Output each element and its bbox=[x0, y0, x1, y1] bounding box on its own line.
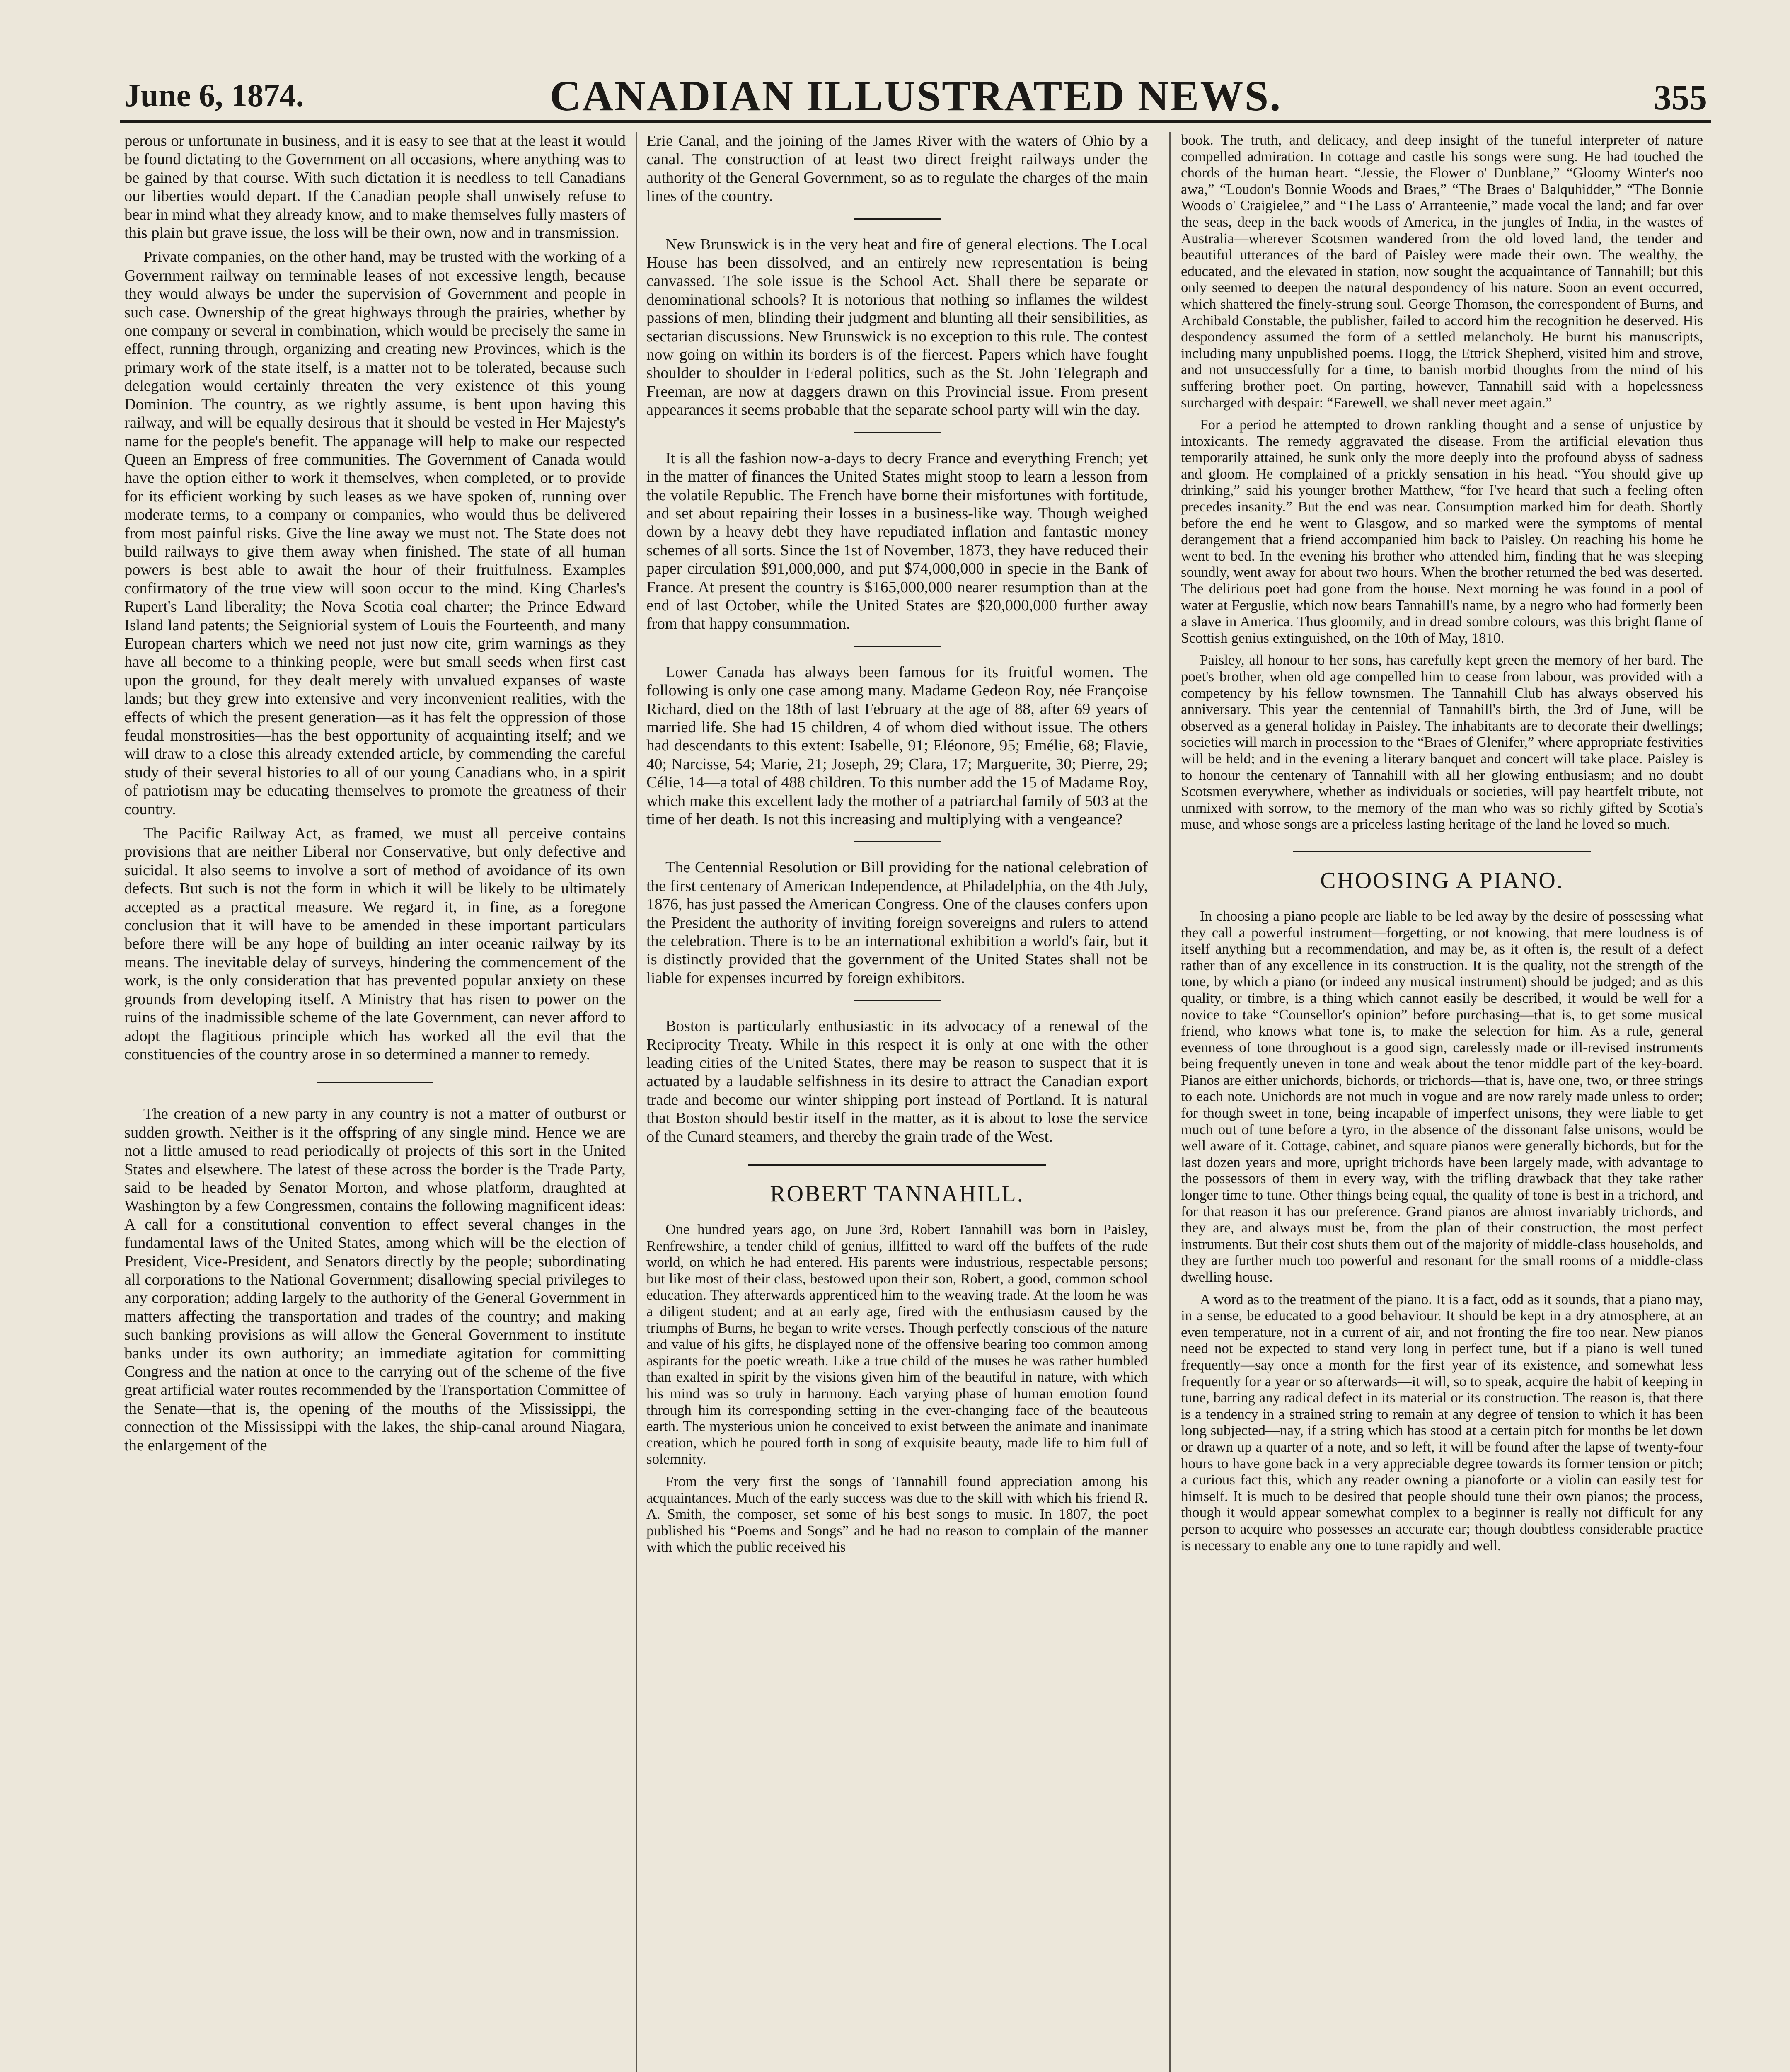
column-divider bbox=[1169, 132, 1171, 2072]
column-3 bbox=[1181, 132, 1703, 2072]
article-paragraph: In choosing a piano people are liable to be led away by the desire of possessing what they call a powerful instrument—forgetting, or not knowing, that mere loudness is of itself anything but a recommendation, and may be, as it often is, the result of a defect rather than of any excellence in its construction. It is the quality, not the strength of the tone, by which a piano (or indeed any musical instrument) should be judged; and as this quality, or timbre, is a thing which cannot easily be described, it would be well for a novice to take “Counsellor's opinion” before purchasing—that is, to get some musical friend, who knows what tone is, to make the selection for him. As a rule, general evenness of tone throughout is a good sign, carelessly made or ill-revised instruments being frequently uneven in tone and weak about the tenor middle part of the key-board. Pianos are either unichords, bichords, or trichords—that is, have one, two, or three strings to each note. Unichords are not much in vogue and are now rarely made unless to order; for though sweet in tone, being incapable of imperfect unisons, they were liable to get much out of tune before a tyro, in the absence of the dissonant false unisons, would be well aware of it. Cottage, cabinet, and square pianos were generally bichords, but for the last dozen years and more, upright trichords have been largely made, with advantage to the possessors of them in every way, with the trifling drawback that they take rather longer time to tune. Other things being equal, the quality of tone is best in a trichord, and for that reason it has our preference. Grand pianos are almost invariably trichords, and they are, and always must be, from the plan of their construction, the most perfect instruments. But their cost shuts them out of the majority of middle-class households, and they are further much too powerful and resonant for the small rooms of a middle-class dwelling house. bbox=[1181, 908, 1703, 1285]
article-paragraph: Private companies, on the other hand, may be trusted with the working of a Government railway on terminable leases of not excessive length, because they would always be under the supervision of Government and people in such case. Ownership of the great highways through the prairies, whether by one company or several in combination, which would be precisely the same in effect, running through, organizing and creating new Provinces, which is the primary work of the state itself, is a matter not to be tolerated, because such delegation would certainly threaten the very existence of this young Dominion. The country, as we rightly assume, is bent upon having this railway, and will be equally desirous that it should be vested in Her Majesty's name for the people's benefit. The appanage will help to make our respected Queen an Empress of free communities. The Government of Canada would have the option either to work it themselves, when completed, or to provide for its efficient working by such leases as we have spoken of, running over moderate terms, to a company or companies, who would thus be delivered from most painful risks. Give the line away we must not. The State does not build railways to give them away when finished. The state of all human powers is best able to await the hour of their fruitfulness. Examples confirmatory of the true view will soon occur to the mind. King Charles's Rupert's Land liberality; the Nova Scotia coal charter; the Prince Edward Island land patents; the Seigniorial system of Louis the Fourteenth, and many European charters which we need not just now cite, grim warnings as they have all become to a thinking people, were but small seeds when first cast upon the ground, for they dealt merely with unvalued expanses of waste lands; but they grew into extensive and very inconvenient realities, with the effects of which the present generation—as it has felt the oppression of those feudal monstrosities—has the best opportunity of acquainting itself; and we will draw to a close this already extended article, by commending the careful study of their several histories to all of our young Canadians who, in a spirit of patriotism may be educating themselves to promote the greatness of their country. bbox=[124, 248, 626, 818]
article-paragraph: Boston is particularly enthusiastic in its advocacy of a renewal of the Reciprocity Treaty. While in this respect it is only at one with the other leading cities of the United States, there may be reason to suspect that it is actuated by a laudable selfishness in its desire to attract the Canadian export trade and become our winter shipping port instead of Portland. It is natural that Boston should bestir itself in the matter, as it is about to lose the service of the Cunard steamers, and thereby the grain trade of the West. bbox=[646, 1017, 1148, 1145]
article-paragraph: For a period he attempted to drown rankling thought and a sense of unjustice by intoxicants. The remedy aggravated the disease. From the artificial elevation thus temporarily attained, he sunk only the more deeply into the profound abyss of sadness and gloom. He complained of a prickly sensation in his head. “You should give up drinking,” said his younger brother Matthew, “for I've heard that such a feeling often precedes insanity.” But the end was near. Consumption marked him for death. Shortly before the end he went to Glasgow, and so marked were the symptoms of mental derangement that a friend accompanied him back to Paisley. On reaching his home he went to bed. In the evening his brother who attended him, finding that he was sleeping soundly, went away for about two hours. When the brother returned the bed was deserted. The delirious poet had gone from the house. Next morning he was found in a pool of water at Ferguslie, which now bears Tannahill's name, by a negro who had formerly been a slave in America. Thus gloomily, and in dread sombre colours, was this bright flame of Scottish genius extinguished, on the 10th of May, 1810. bbox=[1181, 416, 1703, 646]
issue-date: June 6, 1874. bbox=[124, 77, 304, 113]
article-paragraph: The creation of a new party in any country is not a matter of outburst or sudden growth. Neither is it the offspring of any single mind. Hence we are not a little amused to read periodically of projects of this sort in the United States and elsewhere. The latest of these across the border is the Trade Party, said to be headed by Senator Morton, and whose platform, draughted at Washington by a few Congressmen, contains the following magnificent ideas: A call for a constitutional convention to effect several changes in the fundamental laws of the United States, among which will be the election of President, Vice-President, and Senators directly by the people; subordinating all corporations to the National Government; disallowing special privileges to any corporation; adding largely to the authority of the General Government in matters affecting the transportation and trades of the country; and making such banking provisions as will allow the General Government to institute banks under its own authority; an immediate agitation for committing Congress and the nation at once to the carrying out of the scheme of the five great artificial water routes recommended by the Transportation Committee of the Senate—that is, the opening of the mouths of the Mississippi, the connection of the Mississippi with the lakes, the ship-canal around Niagara, the enlargement of the bbox=[124, 1105, 626, 1454]
column-1 bbox=[124, 132, 626, 2072]
article-separator bbox=[854, 432, 941, 433]
article-paragraph: Paisley, all honour to her sons, has carefully kept green the memory of her bard. The poet's brother, when old age compelled him to cease from labour, was provided with a competency by his fellow townsmen. The Tannahill Club has always observed his anniversary. This year the centennial of Tannahill's birth, the 3rd of June, will be observed as a general holiday in Paisley. The inhabitants are to decorate their dwellings; societies will march in procession to the “Braes of Glenifer,” where appropriate festivities will be held; and in the evening a literary banquet and concert will take place. Paisley is to honour the centenary of Tannahill with all her glowing enthusiasm; and no doubt Scotsmen everywhere, whether as individuals or societies, will pay heartfelt tribute, not unmixed with sorrow, to the memory of the man who was so richly gifted by Scotia's muse, and whose songs are a priceless lasting heritage of the land he loved so much. bbox=[1181, 652, 1703, 833]
article-separator bbox=[317, 1082, 433, 1083]
article-paragraph: One hundred years ago, on June 3rd, Robert Tannahill was born in Paisley, Renfrewshire, a tender child of genius, illfitted to ward off the buffets of the rude world, on which he had entered. His parents were industrious, respectable persons; but like most of their class, bestowed upon their son, Robert, a good, common school education. They afterwards apprenticed him to the weaving trade. At the loom he was a diligent student; and at an early age, fired with the enthusiasm caused by the triumphs of Burns, he began to write verses. Though perfectly conscious of the nature and value of his gifts, he displayed none of the offensive bearing too common among aspirants for the poetic wreath. Like a true child of the muses he was rather humbled than exalted in spirit by the visions given him of the beautiful in nature, with which his mind was so truly in harmony. Each varying phase of human emotion found through him its corresponding setting in the ever-changing face of the beauteous earth. The mysterious union he conceived to exist between the animate and inanimate creation, which he poured forth in song of exquisite beauty, made life to him full of solemnity. bbox=[646, 1221, 1148, 1467]
article-separator bbox=[854, 646, 941, 647]
article-paragraph: The Centennial Resolution or Bill providing for the national celebration of the first centenary of American Independence, at Philadelphia, on the 4th July, 1876, has just passed the American Congress. One of the clauses confers upon the President the authority of inviting foreign sovereigns and rulers to attend the celebration. There is to be an international exhibition a world's fair, but it is distinctly provided that the government of the United States shall not be liable for expenses incurred by foreign exhibitors. bbox=[646, 859, 1148, 987]
article-heading: ROBERT TANNAHILL. bbox=[770, 1181, 1024, 1207]
masthead bbox=[124, 62, 1707, 124]
article-paragraph: Lower Canada has always been famous for its fruitful women. The following is only one case among many. Madame Gedeon Roy, née Françoise Richard, died on the 18th of last February at the age of 88, after 69 years of married life. She had 15 children, 4 of whom died without issue. The others had descendants to this extent: Isabelle, 91; Eléonore, 95; Emélie, 68; Flavie, 40; Narcisse, 54; Marie, 21; Joseph, 29; Clara, 17; Marguerite, 30; Pierre, 29; Célie, 14—a total of 488 children. To this number add the 15 of Madame Roy, which make this excellent lady the mother of a patriarchal family of 503 at the time of her death. Is not this increasing and multiplying with a vengeance? bbox=[646, 663, 1148, 828]
article-paragraph: From the very first the songs of Tannahill found appreciation among his acquaintances. Much of the early success was due to the skill with which his friend R. A. Smith, the composer, set some of his best songs to music. In 1807, the poet published his “Poems and Songs” and he had no reason to complain of the manner with which the public received his bbox=[646, 1473, 1148, 1555]
article-separator bbox=[854, 218, 941, 220]
article-separator bbox=[854, 1000, 941, 1001]
article-paragraph: perous or unfortunate in business, and it is easy to see that at the least it would be found dictating to the Government on all occasions, where anything was to be gained by that course. With such dictation it is needless to tell Canadians our liberties would depart. If the Canadian people shall unwisely refuse to bear in mind what they already know, and to make themselves fully masters of this plain but grave issue, the loss will be their own, now and in transmission. bbox=[124, 132, 626, 242]
article-paragraph: book. The truth, and delicacy, and deep insight of the tuneful interpreter of nature compelled admiration. In cottage and castle his songs were sung. He had touched the chords of the human heart. “Jessie, the Flower o' Dunblane,” “Gloomy Winter's noo awa,” “Loudon's Bonnie Woods and Braes,” “The Braes o' Balquhidder,” “The Bonnie Woods o' Craigielee,” and “The Lass o' Arranteenie,” made vocal the land; and far over the seas, deep in the back woods of America, in the jungles of India, in the wastes of Australia—wherever Scotsmen wandered from the old loved land, the tender and beautiful utterances of the bard of Paisley were made their own. The wealthy, the educated, and the elevated in station, now sought the acquaintance of Tannahill; but this only seemed to deepen the natural despondency of his nature. Soon an event occurred, which shattered the finely-strung soul. George Thomson, the correspondent of Burns, and Archibald Constable, the publisher, failed to accord him the recognition he deserved. His despondency assumed the form of a settled melancholy. He burnt his manuscripts, including many unpublished poems. Hogg, the Ettrick Shepherd, visited him and strove, and not unsuccessfully for a time, to banish morbid thoughts from the mind of his suffering brother poet. On parting, however, Tannahill said with a hopelessness surcharged with despair: “Farewell, we shall never meet again.” bbox=[1181, 132, 1703, 411]
page-number: 355 bbox=[1654, 77, 1707, 117]
column-divider bbox=[636, 132, 637, 2072]
article-heading: CHOOSING A PIANO. bbox=[1320, 867, 1564, 893]
newspaper-title: CANADIAN ILLUSTRATED NEWS. bbox=[549, 72, 1282, 120]
article-paragraph: The Pacific Railway Act, as framed, we must all perceive contains provisions that are neither Liberal nor Conservative, but only defective and suicidal. It also seems to involve a sort of method of avoidance of its own defects. But such is not the form in which it will be likely to be ultimately accepted as a practical measure. We regard it, in fine, as a foregone conclusion that it will have to be amended in these important particulars before there will be any hope of building an inter oceanic railway by its means. The inevitable delay of surveys, hindering the commencement of the work, is the only consideration that has prevented popular anxiety on these grounds from developing itself. A Ministry that has risen to power on the ruins of the inadmissible scheme of the late Government, can never afford to adopt the flagitious principle which has worked all the evil that the constituencies of the country arose in so determined a manner to remedy. bbox=[124, 825, 626, 1063]
masthead-rule bbox=[120, 120, 1711, 123]
article-paragraph: New Brunswick is in the very heat and fire of general elections. The Local House has been dissolved, and an entirely new representation is being canvassed. The sole issue is the School Act. Shall there be separate or denominational schools? It is notorious that nothing so inflames the wildest passions of men, blinding their judgment and blunting all their sensibilities, as sectarian discussions. New Brunswick is no exception to this rule. The contest now going on within its borders is of the fiercest. Papers which have fought shoulder to shoulder in Federal politics, such as the St. John Telegraph and Freeman, are now at daggers drawn on this Provincial issue. From present appearances it seems probable that the separate school party will win the day. bbox=[646, 235, 1148, 419]
article-paragraph: It is all the fashion now-a-days to decry France and everything French; yet in the matter of finances the United States might stoop to learn a lesson from the volatile Republic. The French have borne their misfortunes with fortitude, and set about repairing their losses in a business-like way. Though weighed down by a heavy debt they have repudiated inflation and fantastic money schemes of all sorts. Since the 1st of November, 1873, they have reduced their paper circulation $91,000,000, and put $74,000,000 in specie in the Bank of France. At present the country is $165,000,000 nearer resumption than at the end of last October, while the United States are $20,000,000 further away from that happy consummation. bbox=[646, 449, 1148, 633]
heading-rule bbox=[1293, 851, 1591, 852]
article-paragraph: A word as to the treatment of the piano. It is a fact, odd as it sounds, that a piano may, in a sense, be educated to a good behaviour. It should be kept in a dry atmosphere, at an even temperature, not in a current of air, and not fronting the fire too near. New pianos need not be expected to stand very long in perfect tune, but if a piano is well tuned frequently—say once a month for the first year of its existence, and somewhat less frequently for a year or so afterwards—it will, so to speak, acquire the habit of keeping in tune, barring any radical defect in its material or its construction. The reason is, that there is a tendency in a strained string to remain at any degree of tension to which it has been long subjected—nay, if a string which has stood at a certain pitch for months be let down or drawn up a quarter of a note, and so left, it will be found after the lapse of twenty-four hours to have gone back in a very appreciable degree towards its former tension or pitch; a curious fact this, which any reader owning a pianoforte or a violin can easily test for himself. It is much to be desired that people should tune their own pianos; the process, though it would appear somewhat complex to a beginner is really not difficult for any person to acquire who possesses an accurate ear; though doubtless considerable practice is necessary to enable any one to tune rapidly and well. bbox=[1181, 1291, 1703, 1554]
article-separator bbox=[854, 841, 941, 842]
heading-rule bbox=[748, 1164, 1046, 1166]
article-paragraph: Erie Canal, and the joining of the James River with the waters of Ohio by a canal. The construction of at least two direct freight railways under the authority of the General Government, so as to regulate the charges of the main lines of the country. bbox=[646, 132, 1148, 205]
column-2 bbox=[646, 132, 1148, 2072]
